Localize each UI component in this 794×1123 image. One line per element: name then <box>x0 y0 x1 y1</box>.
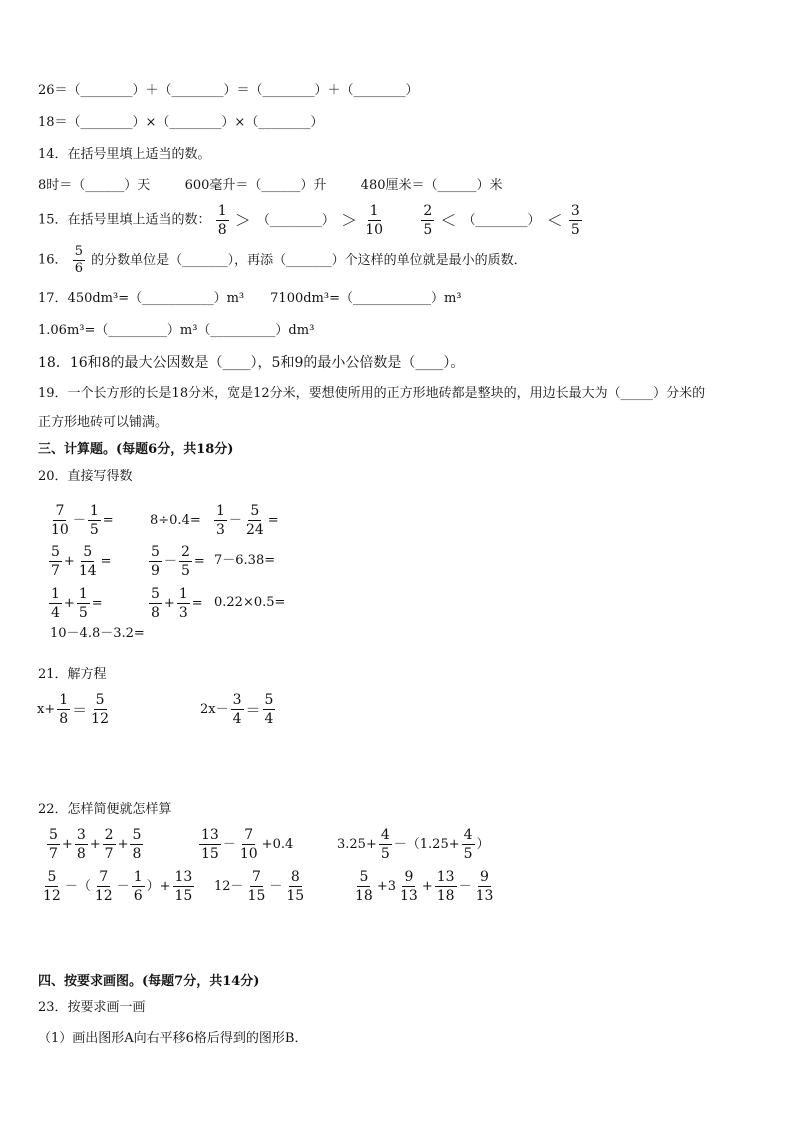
q22-f: $\frac{5}{18}$ +3 $\frac{9}{13}$ + $\frac{13}{18}$ － $\frac{9}{13}$ <box>355 869 494 904</box>
q14-item-3: 480厘米＝（______）米 <box>360 178 503 193</box>
q16-fraction: $\frac{5}{6}$ <box>74 244 83 276</box>
q19-line-1: 19．一个长方形的长是18分米，宽是12分米，要想使所用的正方形地砖都是整块的，用边长最大为（_____）分米的 <box>38 386 706 401</box>
q15-blank-1: （________） <box>256 212 335 228</box>
q15-fraction-3: $\frac{2}{5}$ <box>423 203 433 238</box>
q15-line <box>38 202 583 239</box>
section-4-heading: 四、按要求画图。(每题7分，共14分) <box>38 974 260 989</box>
q14-title: 14．在括号里填上适当的数。 <box>38 147 211 162</box>
q15-fraction-4: $\frac{3}{5}$ <box>570 203 580 238</box>
sum-decomposition-line: 26＝（________）＋（________）＝（________）＋（________） <box>38 83 419 98</box>
q22-d: $\frac{5}{12}$ －（ $\frac{7}{12}$ － $\frac{1}{6}$ ）+ $\frac{13}{15}$ <box>43 869 193 904</box>
q20-j: 10－4.8－3.2= <box>50 626 145 641</box>
q22-b: $\frac{13}{15}$ － $\frac{7}{10}$ +0.4 <box>201 827 294 862</box>
q22-e: 12－ $\frac{7}{15}$ － $\frac{8}{15}$ <box>214 869 305 904</box>
q14-item-2: 600毫升＝（______）升 <box>184 178 327 193</box>
q20-i: 0.22×0.5= <box>214 595 286 610</box>
q15-lt-2: ＜ <box>546 210 563 230</box>
q20-b: 8÷0.4= <box>150 513 201 528</box>
q15-gt-2: ＞ <box>341 210 358 230</box>
q16-label: 16． <box>38 252 68 268</box>
q14-items <box>38 177 503 195</box>
q23-title: 23．按要求画一画 <box>38 1000 146 1015</box>
q15-fraction-1: $\frac{1}{8}$ <box>217 203 227 238</box>
q20-c: $\frac{1}{3}$ － $\frac{5}{24}$ = <box>216 503 279 538</box>
q22-c: 3.25+ $\frac{4}{5}$ －（1.25+ $\frac{4}{5}$ ） <box>337 827 490 862</box>
q20-title: 20．直接写得数 <box>38 469 133 484</box>
q19-line-2: 正方形地砖可以铺满。 <box>38 415 169 430</box>
product-decomposition-line: 18＝（________）×（________）×（________） <box>38 115 324 130</box>
q16-line <box>38 244 528 277</box>
q20-h: $\frac{5}{8}$ + $\frac{1}{3}$ = <box>151 586 203 621</box>
q17-line-1: 17．450dm³=（___________）m³ 7100dm³=（____________）m³ <box>38 291 462 306</box>
q15-label: 15．在括号里填上适当的数： <box>38 212 211 228</box>
q21-title: 21．解方程 <box>38 667 107 682</box>
q20-g: $\frac{1}{4}$ + $\frac{1}{5}$ = <box>51 586 103 621</box>
q15-lt: ＜ <box>440 210 457 230</box>
q20-d: $\frac{5}{7}$ + $\frac{5}{14}$ = <box>51 544 112 579</box>
q21-equation-2: 2x－ $\frac{3}{4}$ ＝ $\frac{5}{4}$ <box>200 692 274 727</box>
q22-a: $\frac{5}{7}$ + $\frac{3}{8}$ + $\frac{2}{7}$ + $\frac{5}{8}$ <box>49 827 142 862</box>
q20-e: $\frac{5}{9}$ － $\frac{2}{5}$ = <box>151 544 205 579</box>
q15-blank-2: （________） <box>462 212 541 228</box>
q15-fraction-2: $\frac{1}{10}$ <box>365 203 384 238</box>
q23-sub-1: （1）画出图形A向右平移6格后得到的图形B． <box>38 1031 308 1046</box>
q20-a: $\frac{7}{10}$ － $\frac{1}{5}$ = <box>51 503 114 538</box>
q22-title: 22．怎样简便就怎样算 <box>38 802 172 817</box>
q21-equation-1: x+ $\frac{1}{8}$ ＝ $\frac{5}{12}$ <box>37 692 109 727</box>
q20-f: 7－6.38= <box>214 553 276 568</box>
q16-text: 的分数单位是（_______），再添（_______）个这样的单位就是最小的质数． <box>91 252 527 268</box>
q17-line-2: 1.06m³=（_________）m³（__________）dm³ <box>38 323 315 338</box>
q18-line: 18．16和8的最大公因数是（____），5和9的最小公倍数是（____）。 <box>38 355 465 371</box>
section-3-heading: 三、计算题。(每题6分，共18分) <box>38 442 234 457</box>
q15-gt: ＞ <box>234 210 251 230</box>
q14-item-1: 8时＝（______）天 <box>38 178 151 193</box>
